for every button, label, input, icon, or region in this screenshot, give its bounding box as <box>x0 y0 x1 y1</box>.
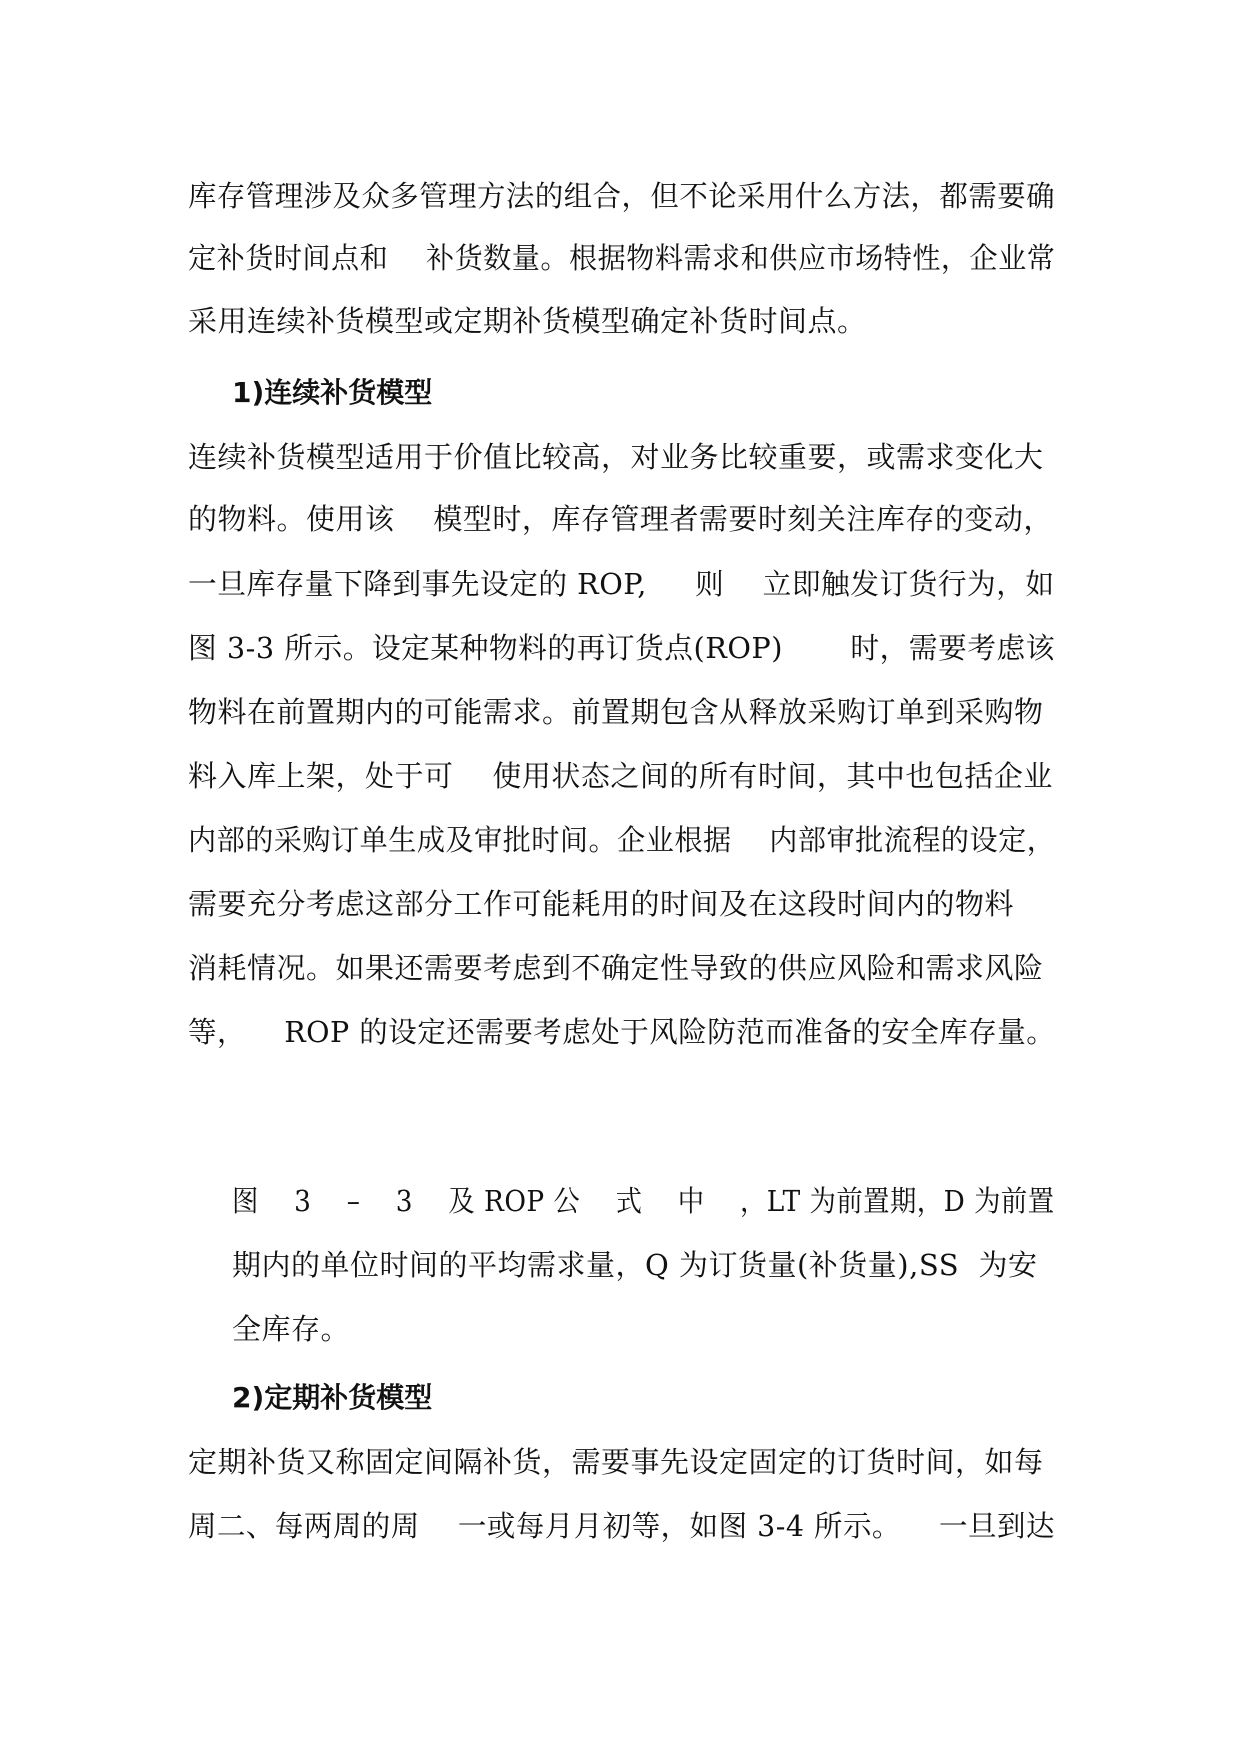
paragraph-2-line-4: 图 3-3 所示。设定某种物料的再订货点(ROP) 时，需要考虑该 <box>188 631 1055 665</box>
section-heading-1: 1)连续补货模型 <box>232 376 433 409</box>
paragraph-2-line-1: 连续补货模型适用于价值比较高，对业务比较重要，或需求变化大 <box>188 440 1044 474</box>
paragraph-2-line-9: 消耗情况。如果还需要考虑到不确定性导致的供应风险和需求风险 <box>188 951 1044 985</box>
paragraph-1-line-2: 定补货时间点和 补货数量。根据物料需求和供应市场特性，企业常 <box>188 241 1056 275</box>
figure-note-line-2: 期内的单位时间的平均需求量，Q 为订货量(补货量),SS 为安 <box>232 1248 1038 1282</box>
paragraph-3-line-1: 定期补货又称固定间隔补货，需要事先设定固定的订货时间，如每 <box>188 1445 1044 1479</box>
section-heading-2: 2)定期补货模型 <box>232 1381 433 1414</box>
figure-note-line-3: 全库存。 <box>232 1312 351 1346</box>
figure-note-line-1: 图 3 – 3 及 ROP 公 式 中 ，LT 为前置期，D 为前置 <box>232 1184 1055 1218</box>
paragraph-1-line-3: 采用连续补货模型或定期补货模型确定补货时间点。 <box>188 304 867 338</box>
paragraph-2-line-7: 内部的采购订单生成及审批时间。企业根据 内部审批流程的设定， <box>188 823 1056 857</box>
paragraph-2-line-10: 等， ROP 的设定还需要考虑处于风险防范而准备的安全库存量。 <box>188 1015 1056 1049</box>
paragraph-2-line-3: 一旦库存量下降到事先设定的 ROP, 则 立即触发订货行为，如 <box>188 567 1055 601</box>
paragraph-2-line-5: 物料在前置期内的可能需求。前置期包含从释放采购订单到采购物 <box>188 695 1044 729</box>
paragraph-1-line-1: 库存管理涉及众多管理方法的组合，但不论采用什么方法，都需要确 <box>188 179 1056 213</box>
paragraph-3-line-2: 周二、每两周的周 一或每月月初等，如图 3-4 所示。 一旦到达 <box>188 1509 1055 1543</box>
paragraph-2-line-2: 的物料。使用该 模型时，库存管理者需要时刻关注库存的变动， <box>188 502 1053 536</box>
paragraph-2-line-6: 料入库上架，处于可 使用状态之间的所有时间，其中也包括企业 <box>188 759 1053 793</box>
paragraph-2-line-8: 需要充分考虑这部分工作可能耗用的时间及在这段时间内的物料 <box>188 887 1015 921</box>
